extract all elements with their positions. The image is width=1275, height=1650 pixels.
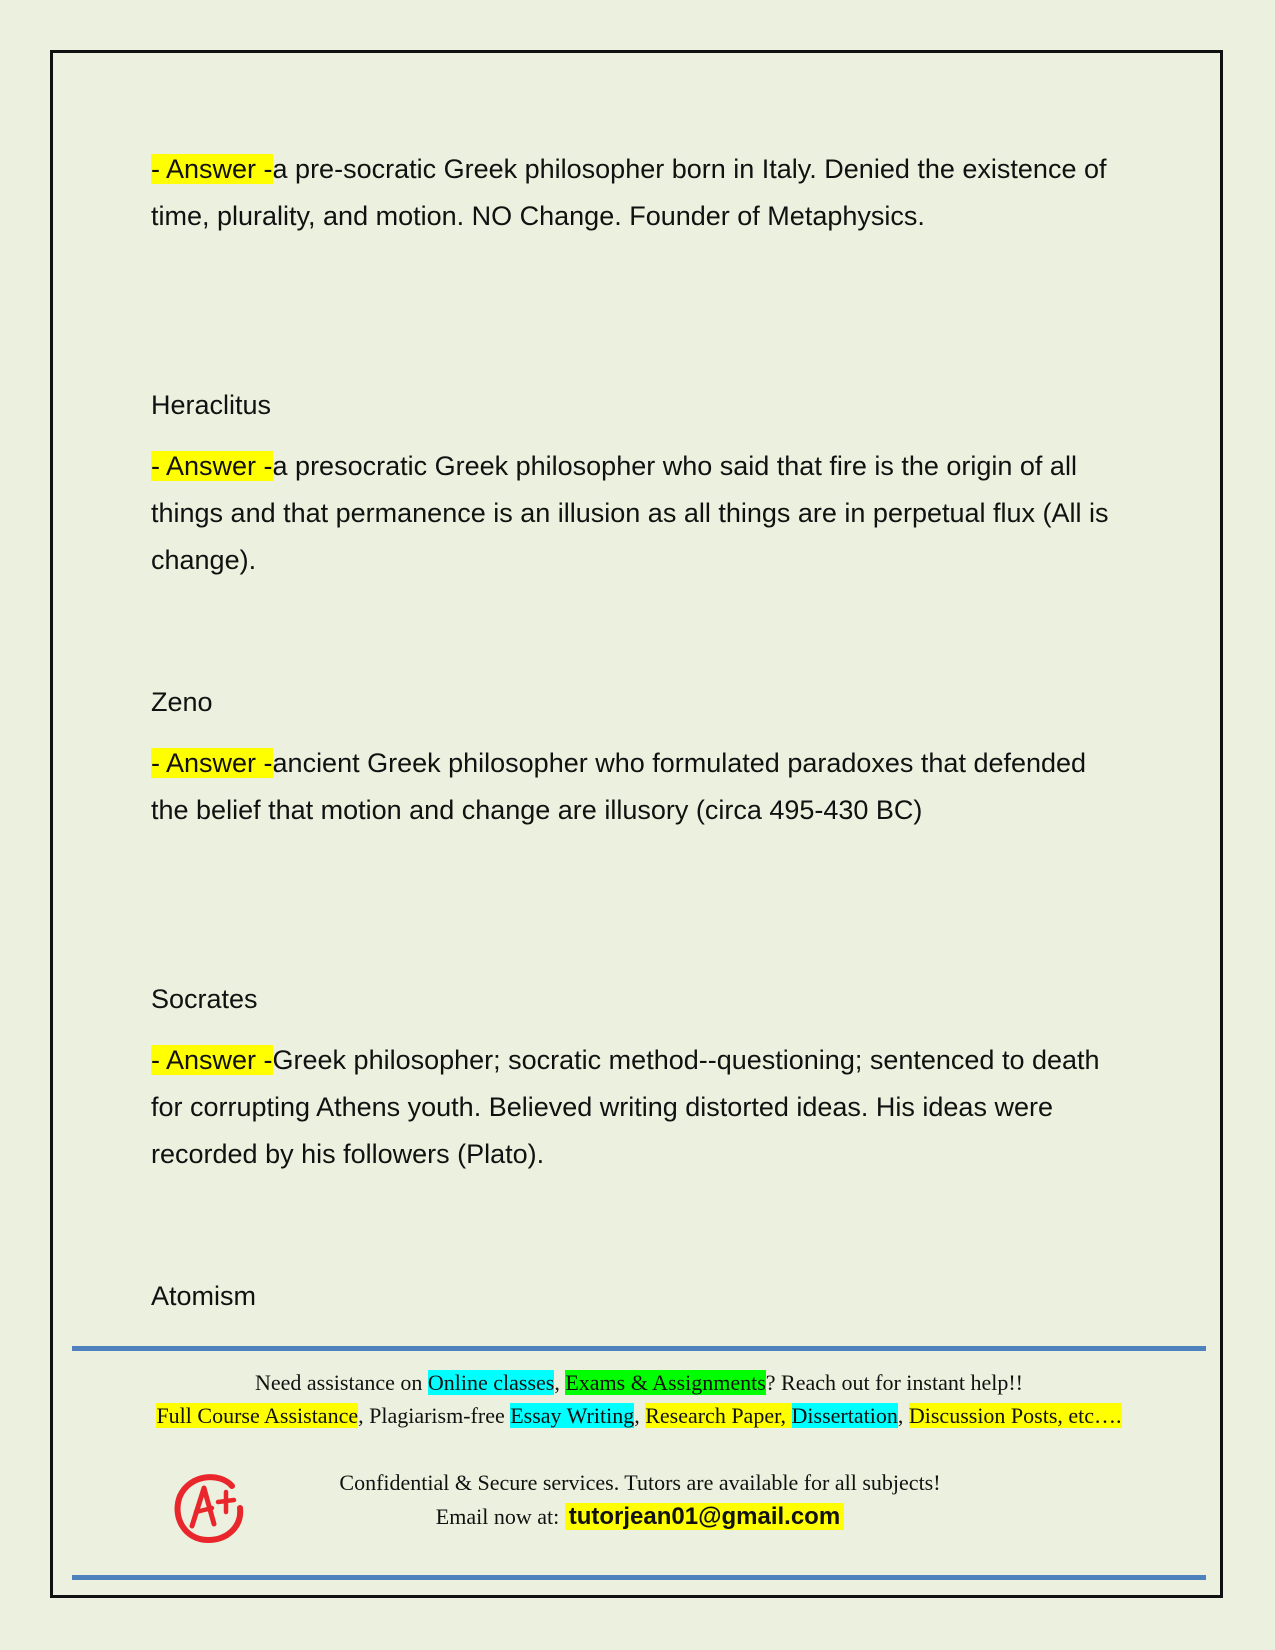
footer-line-3: Confidential & Secure services. Tutors are available for all subjects! xyxy=(339,1470,941,1495)
answer-text: a pre-socratic Greek philosopher born in Italy. Denied the existence of time, plurality, and motion. NO Change. Founder of Metaphysics. xyxy=(151,154,1107,231)
answer-label: - Answer - xyxy=(151,451,273,481)
footer-email-line xyxy=(240,1500,1040,1534)
email-label: Email now at: xyxy=(435,1504,565,1529)
document-body xyxy=(151,146,1131,1320)
discussion-posts-highlight: Discussion Posts, etc…. xyxy=(908,1403,1122,1428)
exams-highlight: Exams & Assignments xyxy=(565,1370,766,1395)
footer-text: , xyxy=(634,1403,646,1428)
footer-text: Need assistance on xyxy=(254,1370,428,1395)
research-paper-highlight: Research Paper, xyxy=(645,1403,792,1428)
answer-text: Greek philosopher; socratic method--questioning; sentenced to death for corrupting Athens youth. Believed writing distorted ideas. His ideas were recorded by his followers (Plato). xyxy=(151,1045,1100,1169)
answer-text: a presocratic Greek philosopher who said that fire is the origin of all things and that permanence is an illusion as all things are in perpetual flux (All is change). xyxy=(151,451,1109,575)
term-zeno: Zeno xyxy=(151,687,213,717)
full-course-highlight: Full Course Assistance xyxy=(156,1403,359,1428)
footer-contact xyxy=(240,1466,1040,1534)
footer-text: , Plagiarism-free xyxy=(358,1403,511,1428)
dissertation-highlight: Dissertation xyxy=(791,1403,898,1428)
footer-text: , xyxy=(554,1370,566,1395)
answer-label: - Answer - xyxy=(151,154,273,184)
footer-line-1 xyxy=(72,1366,1206,1399)
term-socrates: Socrates xyxy=(151,984,258,1014)
online-classes-highlight: Online classes xyxy=(427,1370,555,1395)
answer-paragraph xyxy=(151,146,1131,287)
answer-label: - Answer - xyxy=(151,1045,273,1075)
term-atomism: Atomism xyxy=(151,1281,257,1311)
footer-text: , xyxy=(897,1403,909,1428)
footer-ad xyxy=(72,1366,1206,1432)
essay-writing-highlight: Essay Writing xyxy=(510,1403,635,1428)
footer-divider-bottom xyxy=(72,1575,1206,1580)
footer-text: ? Reach out for instant help!! xyxy=(765,1370,1023,1395)
term-heraclitus: Heraclitus xyxy=(151,390,272,420)
answer-text: ancient Greek philosopher who formulated paradoxes that defended the belief that motion and change are illusory (circa 495-430 BC) xyxy=(151,748,1087,825)
answer-paragraph xyxy=(151,740,1131,881)
footer-line-2 xyxy=(72,1399,1206,1432)
a-plus-logo-icon xyxy=(170,1468,250,1548)
answer-paragraph xyxy=(151,1037,1131,1178)
email-link[interactable]: tutorjean01@gmail.com xyxy=(565,1503,844,1530)
footer-divider-top xyxy=(72,1346,1206,1351)
answer-paragraph xyxy=(151,443,1131,584)
answer-label: - Answer - xyxy=(151,748,273,778)
